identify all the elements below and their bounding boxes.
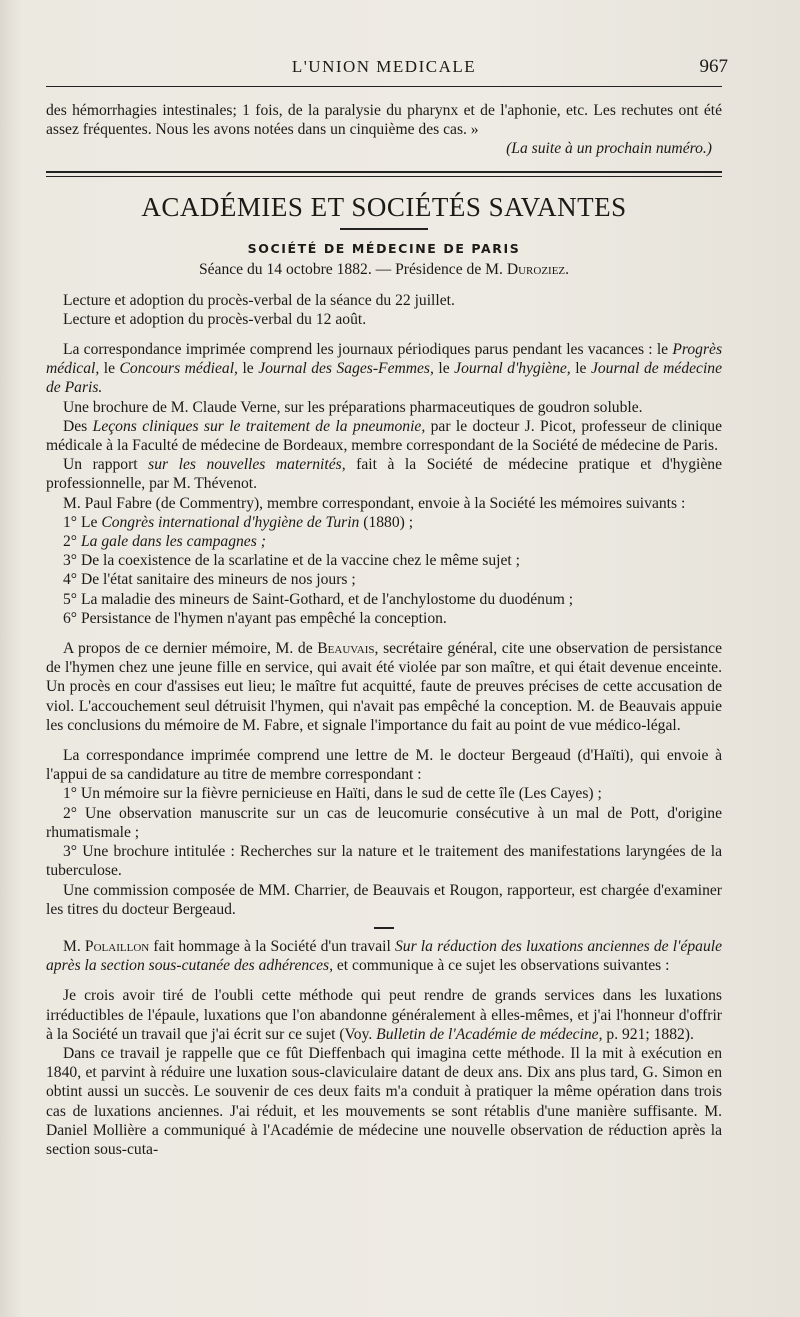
fabre-item-1: 1° Le Congrès international d'hygiène de Turin (1880) ; [63, 513, 414, 531]
polaillon-paragraph: M. Polaillon fait hommage à la Société d'un travail Sur la réduction des luxations anciennes de l'épaule après la section sous-cutanée des adhérences, et communique à ce sujet les observations suivantes : [46, 937, 722, 975]
journal-title: L'UNION MEDICALE [291, 57, 477, 76]
society-name: SOCIÉTÉ DE MÉDECINE DE PARIS [247, 240, 521, 256]
rapport-paragraph: Un rapport sur les nouvelles maternités, fait à la Société de médecine pratique et d'hygiène professionnelle, par M. Thévenot. [46, 456, 722, 493]
paragraph-separator [374, 927, 394, 929]
section-divider [46, 171, 722, 177]
beauvais-paragraph: A propos de ce dernier mémoire, M. de Beauvais, secrétaire général, cite une observation de persistance de l'hymen chez une jeune fille en service, qui avait été violée par son maître, et qui était devenue enceinte. Un procès en cour d'assises eut lieu; le maître fut acquitté, faute de preuves précises de cette accusation de viol. L'accouchement seul détruisit l'hymen, qui n'avait pas empêché la conception. M. de Beauvais appuie les conclusions du mémoire de M. Fabre, et signale l'importance du fait au point de vue médico-légal. [46, 640, 722, 734]
lecons-paragraph: Des Leçons cliniques sur le traitement de la pneumonie, par le docteur J. Picot, professeur de clinique médicale à la Faculté de médecine de Bordeaux, membre correspondant de la Société de médecine de Paris. [46, 417, 723, 455]
oubli-paragraph: Je crois avoir tiré de l'oubli cette méthode qui peut rendre de grands services dans les luxations irréductibles de l'épaule, luxations que l'on abandonne généralement à elles-mêmes, et j'ai l'honneur d'offrir à la Société un travail que j'ai écrit sur ce sujet (Voy. Bulletin de l'Académie de médecine, p. 921; 1882). [46, 987, 722, 1043]
page-number: 967 [699, 56, 728, 77]
section-title: ACADÉMIES ET SOCIÉTÉS SAVANTES [141, 191, 627, 222]
fabre-item-6: 6° Persistance de l'hymen n'ayant pas empêché la conception. [63, 609, 447, 627]
to-be-continued-note: (La suite à un prochain numéro.) [506, 140, 712, 158]
minutes-paragraph-2: Lecture et adoption du procès-verbal du 12 août. [63, 310, 367, 328]
running-header [46, 52, 728, 87]
continuation-paragraph: des hémorrhagies intestinales; 1 fois, de la paralysie du pharynx et de l'aphonie, etc. Les rechutes ont été assez fréquentes. Nous les avons notées dans un cinquième des cas. » [46, 102, 722, 139]
bergeaud-item-2: 2° Une observation manuscrite sur un cas de leucomurie consécutive à un mal de Pott, d'origine rhumatismale ; [46, 804, 722, 841]
minutes-paragraph-1: Lecture et adoption du procès-verbal de la séance du 22 juillet. [63, 291, 455, 309]
title-rule [340, 228, 428, 230]
bergeaud-paragraph: La correspondance imprimée comprend une lettre de M. le docteur Bergeaud (d'Haïti), qui envoie à l'appui de sa candidature au titre de membre correspondant : [46, 747, 722, 784]
president-name: Duroziez. [506, 260, 570, 278]
commission-paragraph: Une commission composée de MM. Charrier, de Beauvais et Rougon, rapporteur, est chargée d'examiner les titres du docteur Bergeaud. [46, 881, 722, 918]
dieffenbach-paragraph: Dans ce travail je rappelle que ce fût Dieffenbach qui imagina cette méthode. Il la mit à exécution en 1840, et parvint à réduire une luxation sous-claviculaire datant de deux ans. Dix ans plus tard, G. Simon en obtint aussi un succès. Le souvenir de ces deux faits m'a conduit à pratiquer la même opération dans trois cas de luxations anciennes. J'ai réduit, et les mouvements se sont rétablis d'une manière suffisante. M. Daniel Mollière a communiqué à l'Académie de médecine une nouvelle observation de réduction après la section sous-cuta- [46, 1044, 722, 1158]
fabre-item-3: 3° De la coexistence de la scarlatine et de la vaccine chez le même sujet ; [63, 552, 520, 570]
fabre-paragraph: M. Paul Fabre (de Commentry), membre correspondant, envoie à la Société les mémoires suivants : [63, 494, 686, 512]
fabre-item-2: 2° La gale dans les campagnes ; [63, 533, 266, 551]
correspondence-paragraph: La correspondance imprimée comprend les journaux périodiques parus pendant les vacances : le Progrès médical, le Concours médieal, le Journal des Sages-Femmes, le Journal d'hygiène, le Journal de médecine de Paris. [46, 341, 723, 397]
fabre-item-5: 5° La maladie des mineurs de Saint-Gothard, et de l'anchylostome du duodénum ; [63, 590, 574, 608]
bergeaud-item-1: 1° Un mémoire sur la fièvre pernicieuse en Haïti, dans le sud de cette île (Les Cayes) ; [63, 785, 602, 803]
brochure-paragraph: Une brochure de M. Claude Verne, sur les préparations pharmaceutiques de goudron soluble. [63, 398, 643, 416]
fabre-item-4: 4° De l'état sanitaire des mineurs de nos jours ; [63, 571, 356, 589]
bergeaud-item-3: 3° Une brochure intitulée : Recherches sur la nature et le traitement des manifestations laryngées de la tuberculose. [46, 843, 722, 880]
session-line: Séance du 14 octobre 1882. — Présidence de M. Duroziez. [198, 260, 570, 278]
